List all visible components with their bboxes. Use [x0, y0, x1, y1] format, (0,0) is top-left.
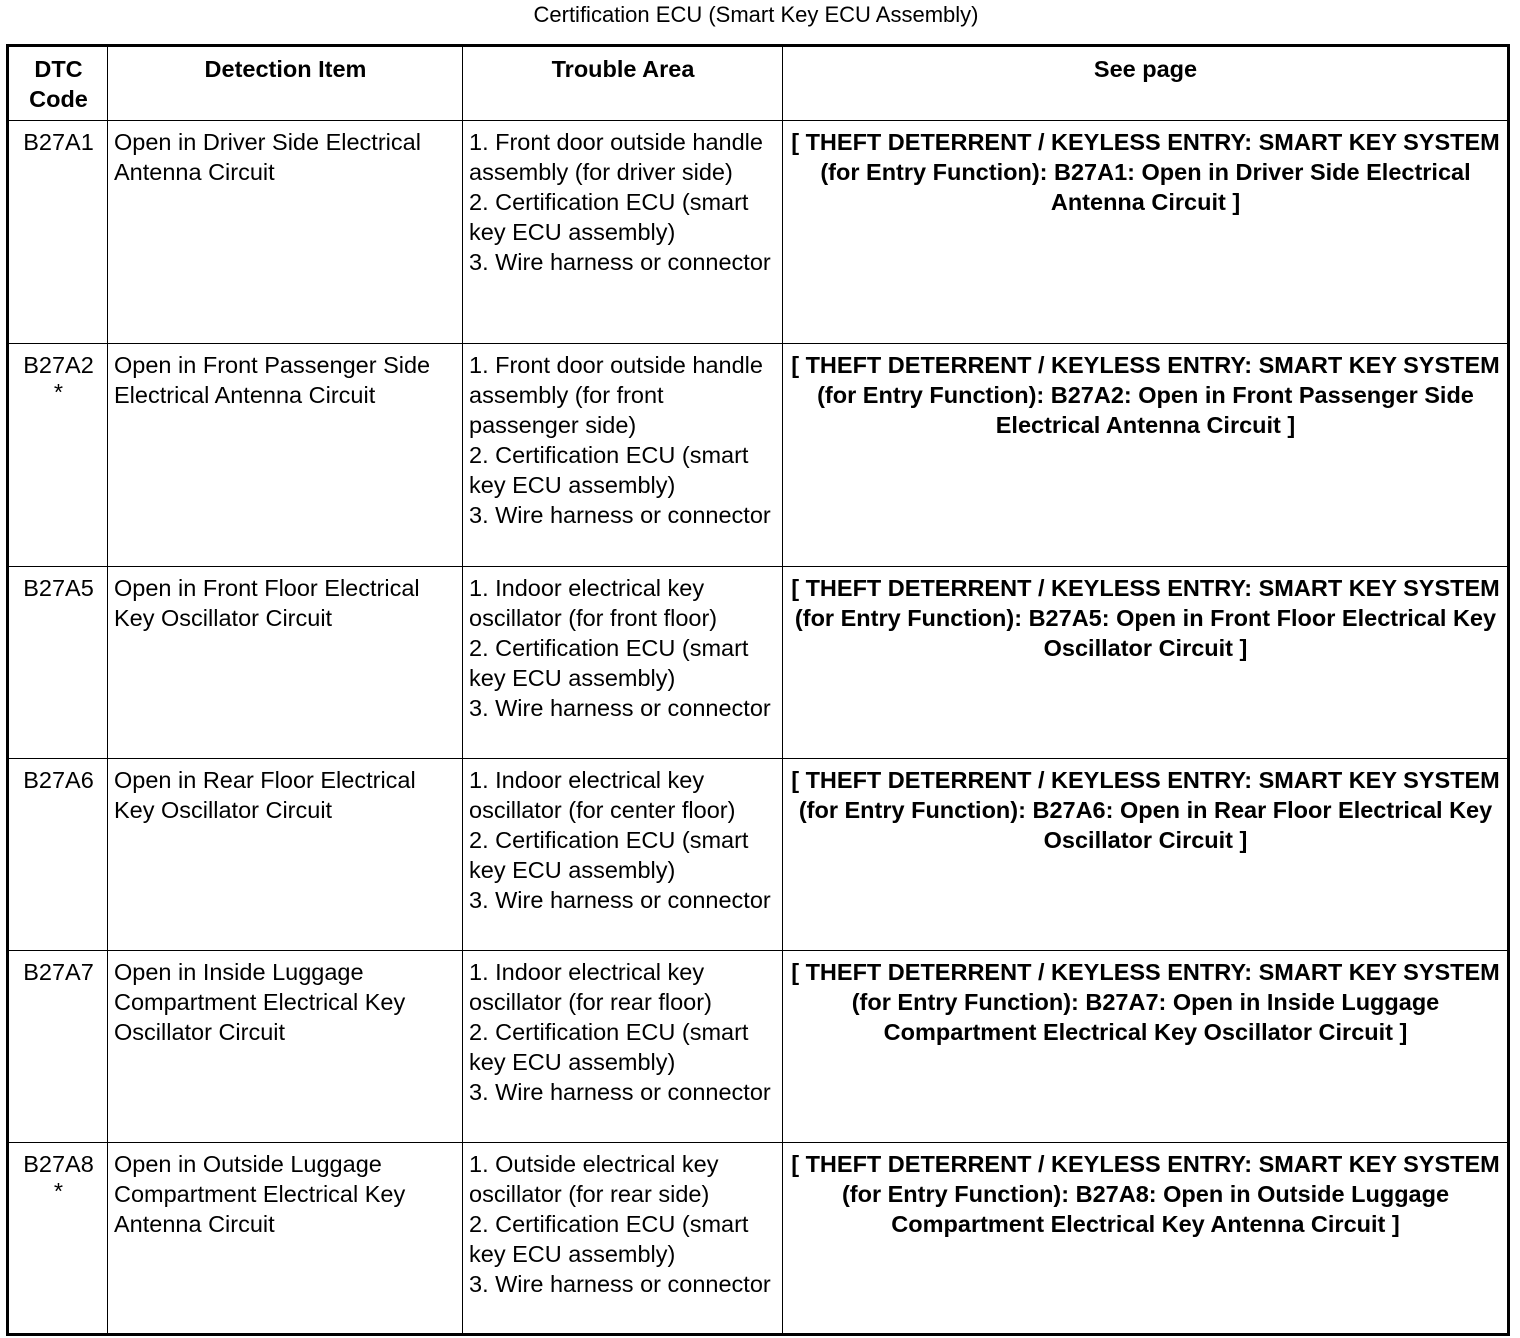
trouble-area-item: 3. Wire harness or connector [469, 1271, 771, 1297]
trouble-area-item: 2. Certification ECU (smart key ECU assembly) [469, 189, 749, 245]
trouble-area-item: 1. Indoor electrical key oscillator (for center floor) [469, 767, 736, 823]
header-dtc-code-line2: Code [29, 86, 88, 112]
dtc-code-cell [8, 759, 108, 951]
trouble-area-item: 2. Certification ECU (smart key ECU assembly) [469, 442, 749, 498]
detection-item-cell: Open in Front Passenger Side Electrical Antenna Circuit [108, 344, 463, 567]
trouble-area-item: 1. Indoor electrical key oscillator (for rear floor) [469, 959, 712, 1015]
trouble-area-item: 2. Certification ECU (smart key ECU assembly) [469, 1019, 749, 1075]
table-row [8, 567, 1509, 759]
dtc-code: B27A1 [23, 129, 94, 155]
trouble-area-cell [463, 759, 783, 951]
dtc-code-cell [8, 344, 108, 567]
trouble-area-item: 2. Certification ECU (smart key ECU assembly) [469, 827, 749, 883]
dtc-code: B27A6 [23, 767, 94, 793]
header-see-page: See page [783, 46, 1509, 121]
trouble-area-item: 1. Indoor electrical key oscillator (for front floor) [469, 575, 718, 631]
header-dtc-code [8, 46, 108, 121]
header-detection-item: Detection Item [108, 46, 463, 121]
detection-item-cell: Open in Front Floor Electrical Key Oscillator Circuit [108, 567, 463, 759]
table-row [8, 951, 1509, 1143]
detection-item-cell: Open in Rear Floor Electrical Key Oscillator Circuit [108, 759, 463, 951]
trouble-area-item: 3. Wire harness or connector [469, 887, 771, 913]
detection-item-cell: Open in Inside Luggage Compartment Electrical Key Oscillator Circuit [108, 951, 463, 1143]
dtc-code: B27A5 [23, 575, 94, 601]
table-header-row [8, 46, 1509, 121]
trouble-area-item: 3. Wire harness or connector [469, 249, 771, 275]
detection-item-cell: Open in Driver Side Electrical Antenna Circuit [108, 121, 463, 344]
see-page-link[interactable]: [ THEFT DETERRENT / KEYLESS ENTRY: SMART KEY SYSTEM (for Entry Function): B27A2: Open in Front Passenger Side Electrical Antenna Circuit ] [783, 344, 1509, 567]
see-page-link[interactable]: [ THEFT DETERRENT / KEYLESS ENTRY: SMART KEY SYSTEM (for Entry Function): B27A5: Open in Front Floor Electrical Key Oscillator Circuit ] [783, 567, 1509, 759]
header-trouble-area: Trouble Area [463, 46, 783, 121]
dtc-code-cell [8, 567, 108, 759]
trouble-area-item: 1. Front door outside handle assembly (for front passenger side) [469, 352, 763, 438]
page-title: Certification ECU (Smart Key ECU Assembly) [533, 2, 979, 27]
dtc-note: * [53, 1178, 64, 1204]
trouble-area-item: 2. Certification ECU (smart key ECU assembly) [469, 635, 749, 691]
see-page-link[interactable]: [ THEFT DETERRENT / KEYLESS ENTRY: SMART KEY SYSTEM (for Entry Function): B27A6: Open in Rear Floor Electrical Key Oscillator Circuit ] [783, 759, 1509, 951]
table-row [8, 344, 1509, 567]
trouble-area-cell [463, 121, 783, 344]
dtc-note: * [53, 379, 64, 405]
dtc-code-cell [8, 121, 108, 344]
trouble-area-item: 1. Front door outside handle assembly (for driver side) [469, 129, 763, 185]
trouble-area-cell [463, 567, 783, 759]
trouble-area-cell [463, 1143, 783, 1335]
trouble-area-cell [463, 951, 783, 1143]
see-page-link[interactable]: [ THEFT DETERRENT / KEYLESS ENTRY: SMART KEY SYSTEM (for Entry Function): B27A8: Open in Outside Luggage Compartment Electrical Key Antenna Circuit ] [783, 1143, 1509, 1335]
trouble-area-item: 3. Wire harness or connector [469, 1079, 771, 1105]
table-row [8, 1143, 1509, 1335]
dtc-table [6, 44, 1510, 1336]
trouble-area-cell [463, 344, 783, 567]
detection-item-cell: Open in Outside Luggage Compartment Electrical Key Antenna Circuit [108, 1143, 463, 1335]
trouble-area-item: 3. Wire harness or connector [469, 502, 771, 528]
table-row [8, 759, 1509, 951]
header-dtc-code-line1: DTC [34, 56, 83, 82]
see-page-link[interactable]: [ THEFT DETERRENT / KEYLESS ENTRY: SMART KEY SYSTEM (for Entry Function): B27A7: Open in Inside Luggage Compartment Electrical Key Oscillator Circuit ] [783, 951, 1509, 1143]
trouble-area-item: 2. Certification ECU (smart key ECU assembly) [469, 1211, 749, 1267]
table-row [8, 121, 1509, 344]
dtc-code: B27A7 [23, 959, 94, 985]
dtc-code-cell [8, 951, 108, 1143]
see-page-link[interactable]: [ THEFT DETERRENT / KEYLESS ENTRY: SMART KEY SYSTEM (for Entry Function): B27A1: Open in Driver Side Electrical Antenna Circuit ] [783, 121, 1509, 344]
trouble-area-item: 1. Outside electrical key oscillator (for rear side) [469, 1151, 719, 1207]
dtc-code: B27A2 [23, 352, 94, 378]
dtc-code-cell [8, 1143, 108, 1335]
trouble-area-item: 3. Wire harness or connector [469, 695, 771, 721]
dtc-code: B27A8 [23, 1151, 94, 1177]
